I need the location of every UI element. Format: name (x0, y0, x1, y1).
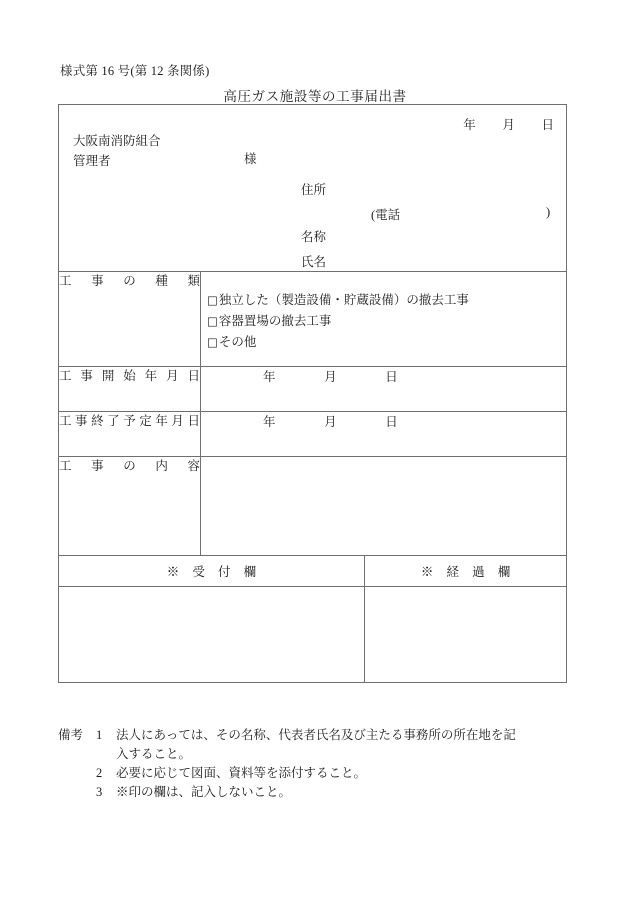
remark-item (58, 726, 578, 745)
addressee-honorific: 様 (244, 152, 257, 166)
submission-year-label: 年 (463, 118, 476, 132)
progress-header-cell (365, 556, 567, 587)
end-date-year-label: 年 (263, 415, 276, 429)
end-date-label-cell (59, 412, 201, 457)
remark-number: 2 (96, 766, 103, 780)
construction-kind-label: 工事の種類 (59, 274, 200, 288)
checkbox-option[interactable] (207, 311, 566, 332)
end-date-day-label: 日 (385, 415, 398, 429)
start-date-year-label: 年 (263, 370, 276, 384)
addressee-organization: 大阪南消防組合 (73, 134, 161, 148)
applicant-block (301, 180, 551, 277)
checkbox-option[interactable] (207, 332, 566, 353)
document-title: 高圧ガス施設等の工事届出書 (223, 89, 407, 104)
start-date-placeholders (201, 367, 566, 385)
remark-item (58, 764, 578, 783)
construction-content-label-cell (59, 457, 201, 556)
applicant-person-label: 氏名 (301, 255, 327, 269)
submission-month-label: 月 (502, 118, 515, 132)
table-row-construction-kind (59, 272, 567, 367)
submission-date (463, 115, 554, 133)
progress-label: ※ 経 過 欄 (420, 565, 516, 579)
start-date-month-label: 月 (324, 370, 337, 384)
addressee-cell (59, 105, 567, 272)
checkbox-icon[interactable]: □ (207, 334, 218, 349)
table-row-start-date (59, 367, 567, 412)
applicant-telephone-field (301, 205, 551, 227)
start-date-label-cell (59, 367, 201, 412)
construction-content-label: 工事の内容 (59, 459, 200, 473)
remark-number: 1 (96, 728, 103, 742)
applicant-address-label: 住所 (301, 183, 327, 197)
table-row-official-blank (59, 587, 567, 683)
table-row-official-headers (59, 556, 567, 587)
end-date-label: 工事終了予定年月日 (59, 414, 200, 428)
remark-text: 法人にあっては、その名称、代表者氏名及び主たる事務所の所在地を記 (116, 728, 516, 742)
checkbox-option[interactable] (207, 290, 566, 311)
construction-kind-label-cell (59, 272, 201, 367)
remark-number: 3 (96, 785, 103, 799)
table-row-construction-content (59, 457, 567, 556)
construction-kind-options (201, 272, 566, 352)
addressee-block (73, 131, 161, 172)
remark-text: ※印の欄は、記入しないこと。 (116, 785, 292, 799)
addressee-role: 管理者 (73, 154, 111, 169)
table-row-end-date (59, 412, 567, 457)
remark-text: 必要に応じて図面、資料等を添付すること。 (116, 766, 367, 780)
progress-blank-cell (365, 587, 567, 683)
construction-kind-value-cell (201, 272, 567, 367)
application-form-table (58, 104, 567, 683)
checkbox-icon[interactable]: □ (207, 313, 218, 328)
reception-label: ※ 受 付 欄 (166, 565, 262, 579)
remark-item (58, 783, 578, 802)
start-date-value-cell[interactable] (201, 367, 567, 412)
reception-header-cell (59, 556, 365, 587)
table-row-addressee (59, 105, 567, 272)
construction-content-value-cell[interactable] (201, 457, 567, 556)
remarks-heading: 備考 (58, 728, 84, 742)
applicant-name-label: 名称 (301, 230, 327, 244)
end-date-placeholders (201, 412, 566, 430)
checkbox-icon[interactable]: □ (207, 293, 218, 307)
applicant-telephone-open: (電話 (371, 208, 401, 222)
end-date-value-cell[interactable] (201, 412, 567, 457)
checkbox-option-label: 独立した（製造設備・貯蔵設備）の撤去工事 (218, 293, 469, 307)
submission-day-label: 日 (541, 118, 555, 132)
start-date-label: 工事開始年月日 (59, 369, 200, 383)
form-number-label: 様式第 16 号(第 12 条関係) (60, 64, 210, 78)
checkbox-option-label: その他 (218, 334, 257, 349)
remark-continuation: 入すること。 (116, 747, 192, 761)
checkbox-option-label: 容器置場の撤去工事 (218, 313, 332, 328)
start-date-day-label: 日 (385, 370, 398, 384)
reception-blank-cell (59, 587, 365, 683)
end-date-month-label: 月 (324, 415, 337, 429)
applicant-telephone-close: ) (546, 205, 551, 219)
remarks-section (58, 726, 578, 802)
